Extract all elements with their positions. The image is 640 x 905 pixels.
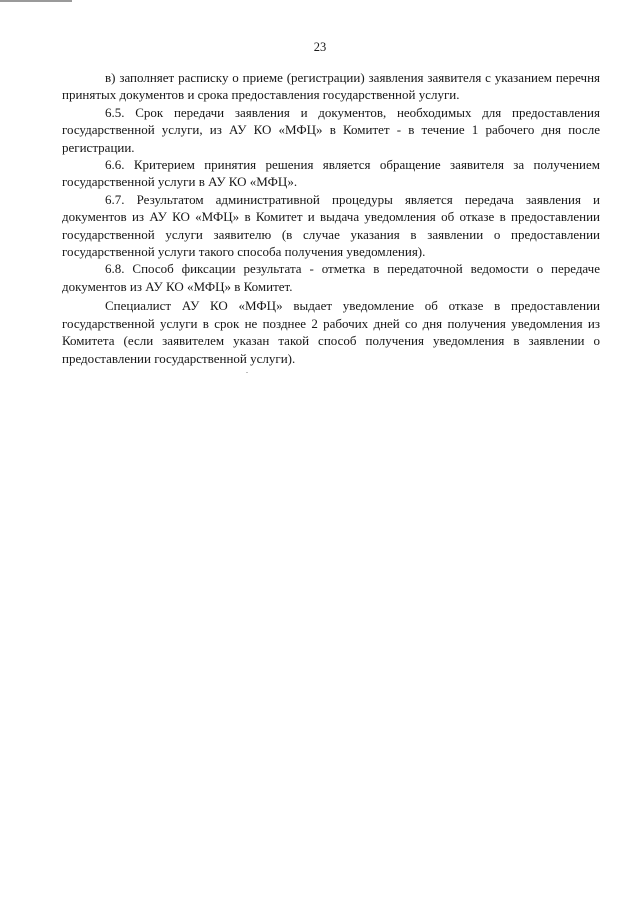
top-edge-rule (0, 0, 72, 2)
page-number: 23 (313, 40, 327, 54)
paragraph-refusal-notice: Специалист АУ КО «МФЦ» выдает уведомление об отказе в предоставлении государственной услуги в срок не позднее 2 рабочих дней со дня получения уведомления из Комитета (если заявителем указан такой способ получения уведомления в заявлении о предоставлении государственной услуги). (62, 298, 600, 366)
document-body (62, 69, 600, 367)
paragraph-6-8-result-recording: 6.8. Способ фиксации результата - отметка в передаточной ведомости о передаче документов из АУ КО «МФЦ» в Комитет. (62, 261, 600, 294)
scan-speck (246, 372, 248, 373)
paragraph-receipt: в) заполняет расписку о приеме (регистрации) заявления заявителя с указанием перечня принятых документов и срока предоставления государственной услуги. (62, 70, 600, 103)
paragraph-6-6-decision-criterion: 6.6. Критерием принятия решения является обращение заявителя за получением государственной услуги в АУ КО «МФЦ». (62, 157, 600, 190)
paragraph-6-5-transfer-deadline: 6.5. Срок передачи заявления и документов, необходимых для предоставления государственной услуги, из АУ КО «МФЦ» в Комитет - в течение 1 рабочего дня после регистрации. (62, 104, 600, 155)
paragraph-6-7-procedure-result: 6.7. Результатом административной процедуры является передача заявления и документов из АУ КО «МФЦ» в Комитет и выдача уведомления об отказе в предоставлении государственной услуги заявителю (в случае указания в заявлении о предоставлении государственной услуги такого способа получения уведомления). (62, 191, 600, 260)
